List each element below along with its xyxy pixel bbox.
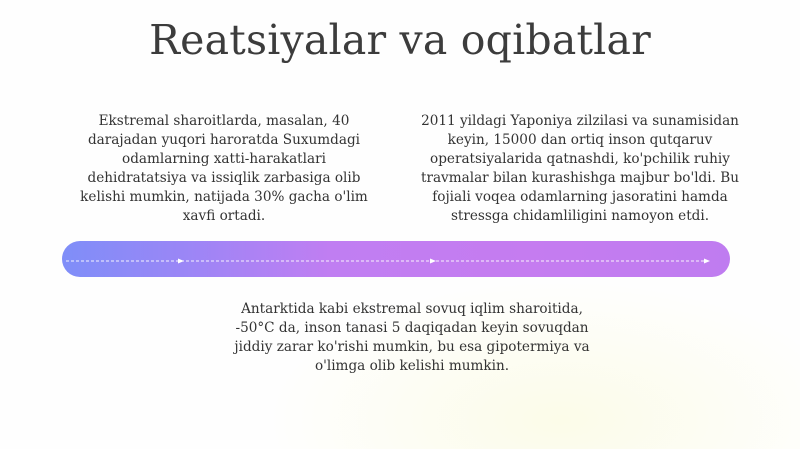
timeline-arrow-2 [430,259,436,264]
slide-title: Reatsiyalar va oqibatlar [149,16,651,64]
text-block-cold: Antarktida kabi ekstremal sovuq iqlim sharoitida, -50°C da, inson tanasi 5 daqiqadan keyin sovuqdan jiddiy zarar ko'rishi mumkin, bu esa gipotermiya va o'limga olib kelishi mumkin. [234,301,590,374]
timeline-arrow-3 [704,259,710,264]
text-block-heat: Ekstremal sharoitlarda, masalan, 40 darajadan yuqori haroratda Suxumdagi odamlarning xatti-harakatlari dehidratatsiya va issiqlik zarbasiga olib kelishi mumkin, natijada 30% gacha o'lim xavfi ortadi. [80,113,368,224]
timeline-arrow-line [66,258,730,260]
text-block-japan: 2011 yildagi Yaponiya zilzilasi va sunamisidan keyin, 15000 dan ortiq inson qutqaruv operatsiyalarida qatnashdi, ko'pchilik ruhiy travmalar bilan kurashishga majbur bo'ldi. Bu fojiali voqea odamlarning jasoratini hamda stressga chidamliligini namoyon etdi. [420,113,739,224]
timeline-bar [62,241,730,277]
timeline-arrow-1 [178,259,184,264]
